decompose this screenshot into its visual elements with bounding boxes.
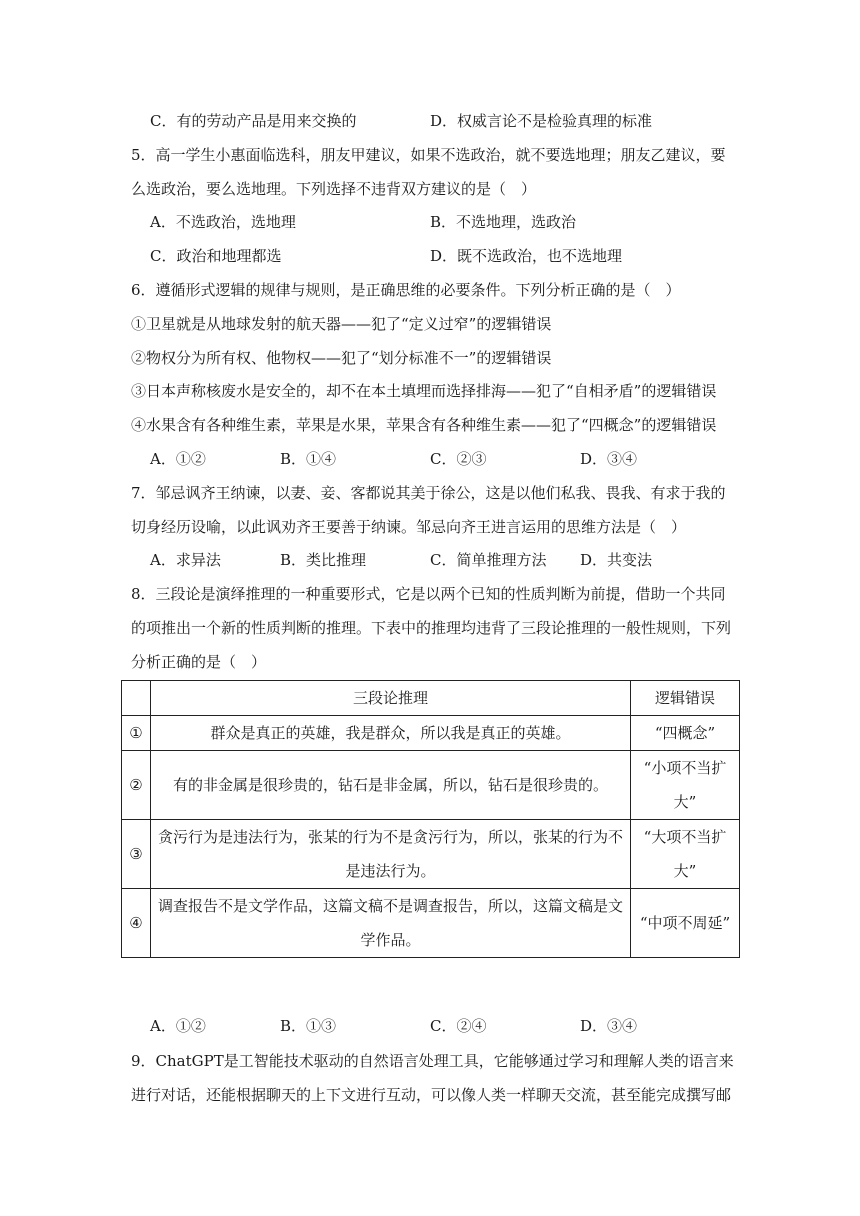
q5-option-c: C．政治和地理都选 — [150, 247, 282, 265]
error-text: 大” — [673, 793, 697, 811]
table-row — [122, 716, 740, 751]
reasoning-text: 是违法行为。 — [345, 862, 436, 880]
error-text: “小项不当扩 — [643, 759, 727, 777]
q7-option-b: B．类比推理 — [280, 551, 367, 569]
row-number: ③ — [122, 820, 151, 889]
q7-stem-line1: 7．邹忌讽齐王纳谏，以妻、妾、客都说其美于徐公，这是以他们私我、畏我、有求于我的 — [131, 484, 726, 502]
q5-stem-line2: 么选政治，要么选地理。下列选择不违背双方建议的是（ ） — [131, 180, 537, 198]
reasoning-text: 群众是真正的英雄，我是群众，所以我是真正的英雄。 — [210, 724, 571, 742]
reasoning-text: 调查报告不是文学作品，这篇文稿不是调查报告，所以，这篇文稿是文 — [157, 897, 623, 915]
q7-option-a: A．求异法 — [150, 551, 221, 569]
q7-option-d: D．共变法 — [580, 551, 653, 569]
syllogism-table — [121, 680, 740, 958]
q4-option-d: D．权威言论不是检验真理的标准 — [430, 112, 653, 130]
row-reasoning — [151, 820, 631, 889]
q8-stem-line1: 8．三段论是演绎推理的一种重要形式，它是以两个已知的性质判断为前提，借助一个共同 — [131, 585, 726, 603]
q5-stem-line1: 5．高一学生小惠面临选科，朋友甲建议，如果不选政治，就不要选地理；朋友乙建议，要 — [131, 146, 726, 164]
q4-option-c: C．有的劳动产品是用来交换的 — [150, 112, 357, 130]
row-error — [631, 820, 740, 889]
reasoning-text: 学作品。 — [360, 931, 421, 949]
q6-option-c: C．②③ — [430, 450, 487, 468]
q7-stem-line2: 切身经历设喻，以此讽劝齐王要善于纳谏。邹忌向齐王进言运用的思维方法是（ ） — [131, 518, 687, 536]
table-header-row — [122, 681, 740, 716]
error-text: “大项不当扩 — [643, 828, 727, 846]
table-header-reasoning: 三段论推理 — [151, 681, 631, 716]
row-reasoning — [151, 889, 631, 958]
q6-statement-3: ③日本声称核废水是安全的，却不在本土填埋而选择排海——犯了“自相矛盾”的逻辑错误 — [131, 382, 717, 400]
q6-option-a: A．①② — [150, 450, 206, 468]
q8-stem-line2: 的项推出一个新的性质判断的推理。下表中的推理均违背了三段论推理的一般性规则，下列 — [131, 619, 732, 637]
error-text: “四概念” — [654, 724, 716, 742]
error-text: “中项不周延” — [639, 914, 731, 932]
table-row — [122, 889, 740, 958]
q6-option-b: B．①④ — [280, 450, 337, 468]
row-number: ② — [122, 751, 151, 820]
table-header-error: 逻辑错误 — [631, 681, 740, 716]
row-error — [631, 716, 740, 751]
q6-statement-4: ④水果含有各种维生素，苹果是水果，苹果含有各种维生素——犯了“四概念”的逻辑错误 — [131, 416, 717, 434]
q9-stem-line1: 9．ChatGPT是工智能技术驱动的自然语言处理工具，它能够通过学习和理解人类的语言来 — [131, 1052, 734, 1070]
q5-option-b: B．不选地理，选政治 — [430, 213, 577, 231]
reasoning-text: 贪污行为是违法行为，张某的行为不是贪污行为，所以，张某的行为不 — [157, 828, 623, 846]
row-number: ① — [122, 716, 151, 751]
reasoning-text: 有的非金属是很珍贵的，钻石是非金属，所以，钻石是很珍贵的。 — [172, 776, 608, 794]
row-number: ④ — [122, 889, 151, 958]
q6-statement-2: ②物权分为所有权、他物权——犯了“划分标准不一”的逻辑错误 — [131, 349, 552, 367]
table-row — [122, 820, 740, 889]
q6-option-d: D．③④ — [580, 450, 638, 468]
q6-statement-1: ①卫星就是从地球发射的航天器——犯了“定义过窄”的逻辑错误 — [131, 315, 552, 333]
q8-stem-line3: 分析正确的是（ ） — [131, 653, 267, 671]
row-error — [631, 889, 740, 958]
q5-option-a: A．不选政治，选地理 — [150, 213, 296, 231]
row-reasoning — [151, 751, 631, 820]
q5-option-d: D．既不选政治，也不选地理 — [430, 247, 623, 265]
q8-option-b: B．①③ — [280, 1017, 337, 1035]
table-row — [122, 751, 740, 820]
row-reasoning — [151, 716, 631, 751]
q7-option-c: C．简单推理方法 — [430, 551, 547, 569]
q6-stem: 6．遵循形式逻辑的规律与规则，是正确思维的必要条件。下列分析正确的是（ ） — [131, 281, 681, 299]
q8-option-c: C．②④ — [430, 1017, 487, 1035]
q8-option-a: A．①② — [150, 1017, 206, 1035]
error-text: 大” — [673, 862, 697, 880]
q8-option-d: D．③④ — [580, 1017, 638, 1035]
table-header-blank — [122, 681, 151, 716]
row-error — [631, 751, 740, 820]
q9-stem-line2: 进行对话，还能根据聊天的上下文进行互动，可以像人类一样聊天交流，甚至能完成撰写邮 — [131, 1086, 732, 1104]
